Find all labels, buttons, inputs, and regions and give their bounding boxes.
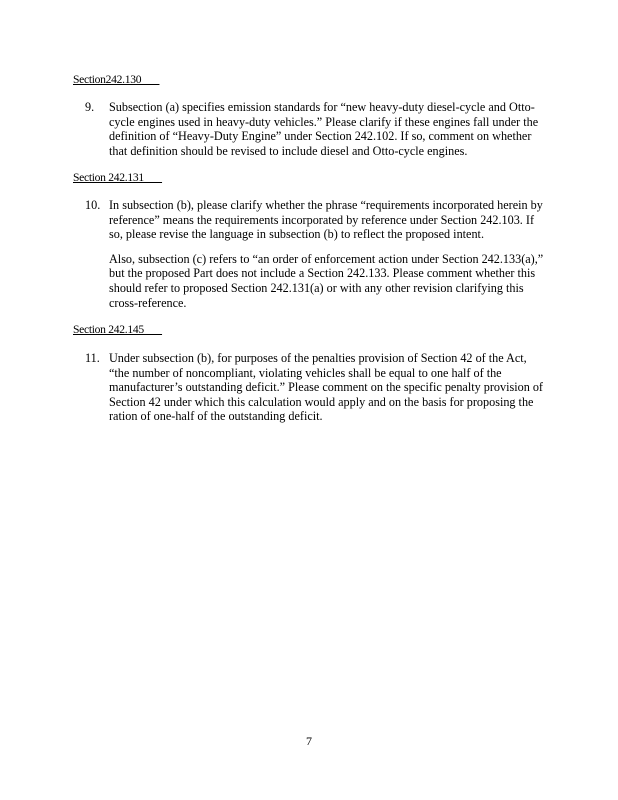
comment-item-11 — [85, 351, 545, 424]
section-heading-242-130: Section242.130 — [73, 73, 160, 86]
item-body — [109, 100, 545, 158]
item-paragraph: Under subsection (b), for purposes of the penalties provision of Section 42 of the Act, “the number of noncompliant, violating vehicles shall be equal to one half of the manufacturer’s outstanding deficit.” Please comment on the specific penalty provision of Section 42 under which this calculation would apply and on the basis for proposing the ration of one-half of the outstanding deficit. — [109, 351, 543, 424]
section-heading-242-145: Section 242.145 — [73, 323, 163, 336]
item-paragraph: Also, subsection (c) refers to “an order of enforcement action under Section 242.133(a),” but the proposed Part does not include a Section 242.133. Please comment whether this should refer to proposed Section 242.131(a) or with any other revision clarifying this cross-reference. — [109, 251, 544, 310]
item-paragraph: Subsection (a) specifies emission standards for “new heavy-duty diesel-cycle and Otto-cycle engines used in heavy-duty vehicles.” Please clarify if these engines fall under the definition of “Heavy-Duty Engine” under Section 242.102. If so, comment on whether that definition should be revised to include diesel and Otto-cycle engines. — [109, 100, 539, 158]
item-body — [109, 198, 545, 310]
item-number: 11. — [85, 351, 100, 365]
comment-item-10 — [85, 198, 545, 310]
item-body — [109, 351, 545, 424]
page-number: 7 — [306, 734, 312, 748]
section-heading-242-131: Section 242.131 — [73, 171, 163, 184]
item-number: 9. — [85, 100, 95, 114]
item-number: 10. — [85, 198, 101, 212]
item-paragraph: In subsection (b), please clarify whether the phrase “requirements incorporated herein by reference” means the requirements incorporated by reference under Section 242.103. If so, please revise the language in subsection (b) to reflect the proposed intent. — [109, 198, 543, 242]
comment-item-9 — [85, 100, 545, 158]
